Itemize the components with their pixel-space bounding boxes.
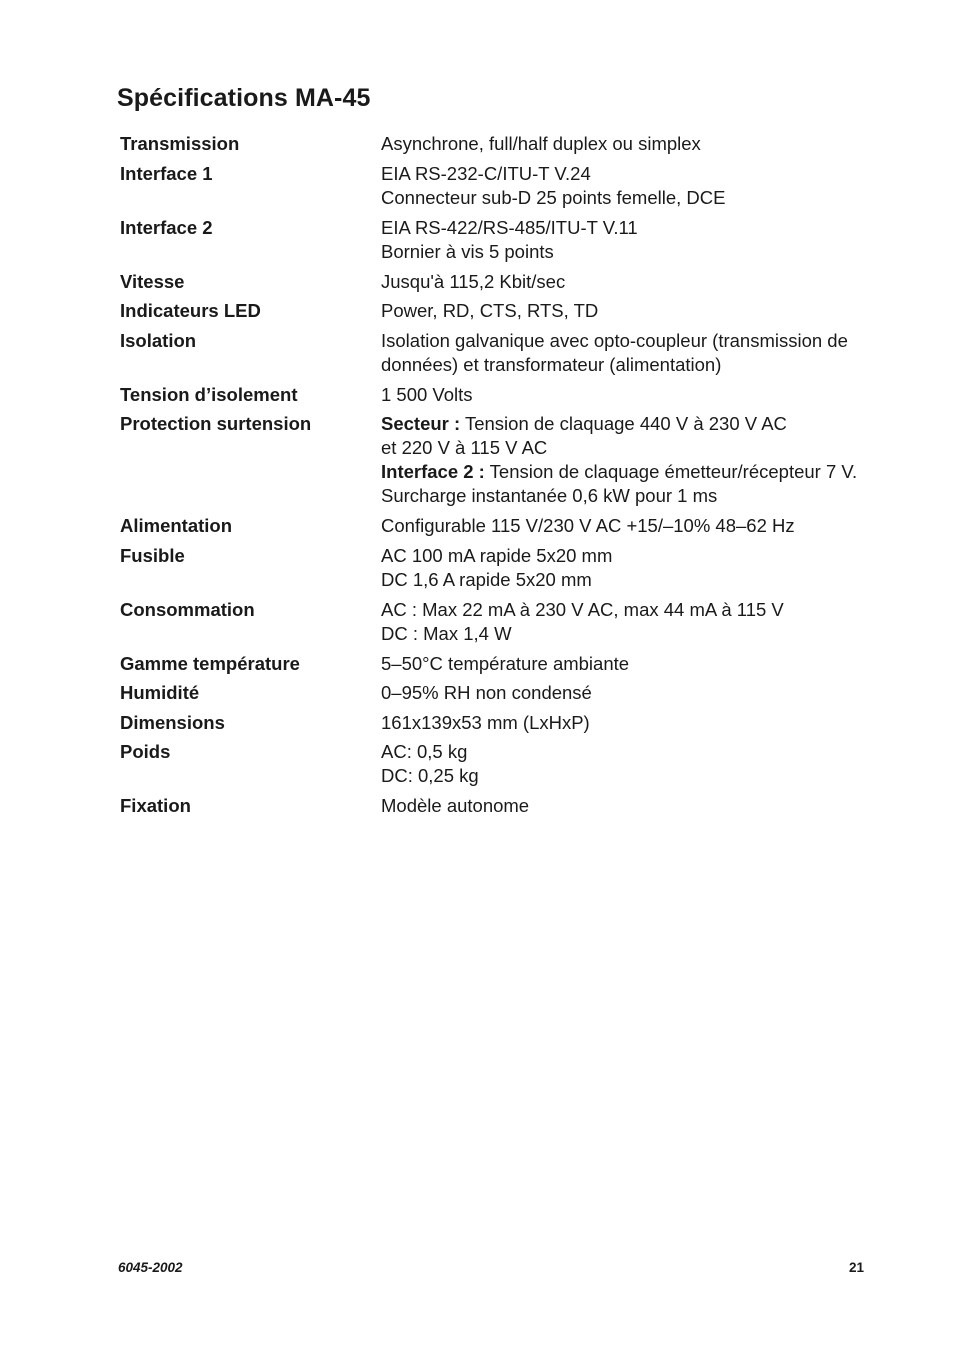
spec-value-line: et 220 V à 115 V AC (381, 437, 548, 458)
spec-value-line: AC: 0,5 kg (381, 741, 468, 762)
spec-value (381, 216, 880, 264)
spec-row-dimensions (120, 711, 880, 735)
page-title: Spécifications MA-45 (117, 84, 371, 112)
spec-label: Gamme température (120, 652, 300, 674)
spec-row-fixation (120, 794, 880, 818)
spec-value-line: Modèle autonome (381, 795, 530, 816)
spec-label: Tension d’isolement (120, 383, 298, 405)
spec-value (381, 132, 880, 156)
spec-value-line: 0–95% RH non condensé (381, 682, 592, 703)
spec-label: Isolation (120, 329, 197, 351)
interface-text: Tension de claquage émetteur/récepteur 7 V. (489, 461, 858, 482)
spec-value-line: Configurable 115 V/230 V AC +15/–10% 48–62 Hz (381, 515, 795, 536)
spec-value-line: Connecteur sub-D 25 points femelle, DCE (381, 186, 726, 208)
spec-row-isolation (120, 329, 880, 377)
spec-label: Fixation (120, 795, 191, 816)
spec-label: Humidité (120, 682, 200, 703)
secteur-text: Tension de claquage 440 V à 230 V AC (464, 413, 787, 434)
spec-value (381, 299, 880, 323)
spec-label: Interface 1 (120, 162, 213, 184)
spec-value-line: 161x139x53 mm (LxHxP) (381, 711, 590, 733)
spec-value (381, 711, 880, 735)
spec-label: Indicateurs LED (120, 300, 261, 321)
spec-label: Alimentation (120, 515, 233, 536)
footer-doc-number: 6045-2002 (118, 1260, 183, 1275)
spec-row-interface-1 (120, 162, 880, 210)
spec-row-fusible (120, 544, 880, 592)
spec-value (381, 681, 880, 705)
spec-row-tension-isolement (120, 383, 880, 407)
spec-value-line: AC : Max 22 mA à 230 V AC, max 44 mA à 115 V (381, 598, 784, 620)
spec-value-line: Power, RD, CTS, RTS, TD (381, 300, 599, 321)
spec-value-line (381, 460, 880, 484)
spec-value (381, 794, 880, 818)
spec-row-protection-surtension (120, 412, 880, 508)
spec-value-line: 1 500 Volts (381, 383, 473, 405)
spec-value (381, 412, 880, 508)
spec-value-line: Bornier à vis 5 points (381, 240, 554, 262)
spec-row-poids (120, 740, 880, 788)
spec-row-humidite (120, 681, 880, 705)
spec-value (381, 514, 880, 538)
spec-value (381, 544, 880, 592)
spec-label: Consommation (120, 598, 255, 620)
spec-value-line: Isolation galvanique avec opto-coupleur (transmission de (381, 329, 848, 351)
spec-label: Fusible (120, 544, 185, 566)
spec-value (381, 329, 880, 377)
secteur-label: Secteur : (381, 413, 461, 434)
spec-row-interface-2 (120, 216, 880, 264)
spec-table (120, 132, 880, 824)
spec-value-line: DC 1,6 A rapide 5x20 mm (381, 568, 592, 590)
spec-value-line: Surcharge instantanée 0,6 kW pour 1 ms (381, 485, 718, 506)
spec-value (381, 162, 880, 210)
spec-value (381, 740, 880, 788)
spec-row-indicateurs-led (120, 299, 880, 323)
spec-value (381, 598, 880, 646)
spec-label: Protection surtension (120, 413, 312, 434)
spec-value (381, 270, 880, 294)
spec-row-alimentation (120, 514, 880, 538)
spec-label: Poids (120, 741, 171, 762)
spec-value-line: Jusqu'à 115,2 Kbit/sec (381, 270, 566, 292)
spec-value-line: DC: 0,25 kg (381, 765, 479, 786)
spec-value-line: AC 100 mA rapide 5x20 mm (381, 544, 613, 566)
spec-label: Transmission (120, 133, 240, 154)
footer-page-number: 21 (848, 1260, 864, 1275)
spec-value (381, 652, 880, 676)
spec-row-vitesse (120, 270, 880, 294)
spec-value-line: DC : Max 1,4 W (381, 622, 512, 644)
spec-label: Dimensions (120, 711, 225, 733)
spec-value-line: Asynchrone, full/half duplex ou simplex (381, 133, 701, 154)
spec-value-line: EIA RS-422/RS-485/ITU-T V.11 (381, 216, 638, 238)
spec-row-gamme-temperature (120, 652, 880, 676)
spec-value-line: données) et transformateur (alimentation) (381, 353, 722, 375)
spec-value-line (381, 412, 880, 436)
spec-row-consommation (120, 598, 880, 646)
spec-value (381, 383, 880, 407)
spec-label: Interface 2 (120, 216, 213, 238)
spec-row-transmission (120, 132, 880, 156)
interface-label: Interface 2 : (381, 461, 485, 482)
spec-value-line: 5–50°C température ambiante (381, 652, 630, 674)
spec-label: Vitesse (120, 270, 185, 292)
spec-value-line: EIA RS-232-C/ITU-T V.24 (381, 162, 591, 184)
